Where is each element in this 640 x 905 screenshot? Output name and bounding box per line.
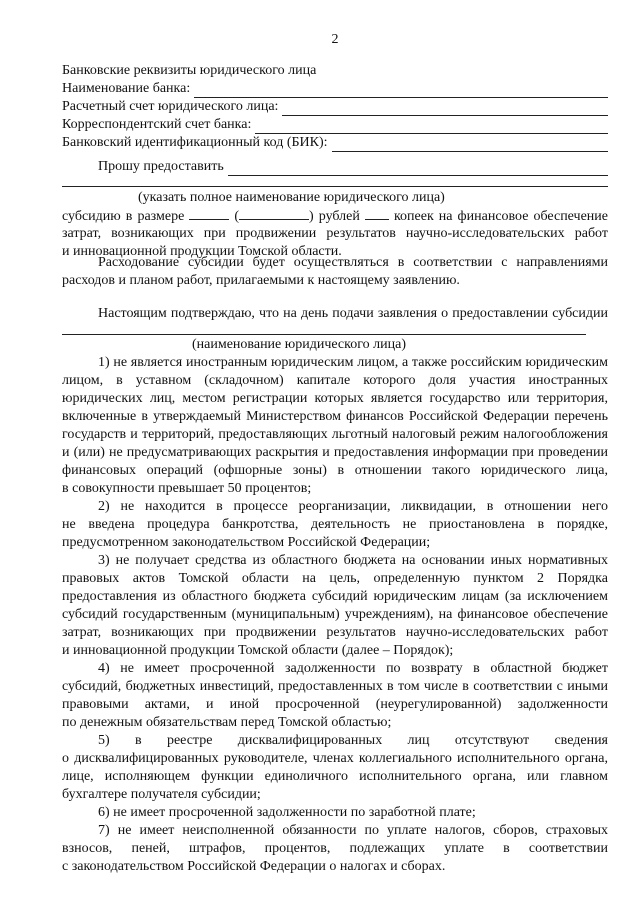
request-field (98, 158, 608, 176)
expenditure-text: Расходование субсидии будет осуществляться в соответствии с направлениями (98, 255, 608, 270)
bik-blank (332, 138, 608, 152)
account-label: Расчетный счет юридического лица: (62, 99, 279, 114)
confirm-lead: Настоящим подтверждаю, что на день подачи заявления о предоставлении субсидии (98, 306, 608, 321)
rubles-digits-blank (189, 207, 229, 220)
bank-name-field (62, 80, 608, 98)
account-field (62, 98, 608, 116)
entity-name-line (62, 186, 608, 187)
amount-line: субсидию в размере ( ) рублей копеек на финансовое обеспечение (62, 209, 609, 224)
bank-heading: Банковские реквизиты юридического лица (62, 63, 317, 78)
request-text: и инновационной продукции Томской области. (62, 244, 342, 259)
bank-name-blank (194, 84, 608, 98)
corr-account-field (62, 116, 608, 134)
account-blank (282, 102, 608, 116)
document-page: 2 Банковские реквизиты юридического лица Наименование банка: Расчетный счет юридического лица: Корреспондентский счет банка: Банковский идентификационный код (БИК): Прошу предоставить (указать полное наименование юридического лица) субсидию в размере ( ) рублей копеек на финансовое обеспечение затрат, возникающих при продвижении результатов научно-исследовательских работ и инновационной продукции Томской области. Расходование субсидии будет осуществляться в соответствии с направлениями расходов и планом работ, прилагаемыми к настоящему заявлению. Настоящим подтверждаю, что на день подачи заявления о предоставлении субсидии (наименование юридического лица) 1) не является иностранным юридическим лицом, а также российским юридическим лицом, в уставном (складочном) капитале которого доля участия иностранных юридических лиц, местом регистрации которых является государство или территория, включенные в утверждаемый Министерством финансов Российской Федерации перечень государств и территорий, предоставляющих льготный налоговый режим налогообложения и (или) не предусматривающих раскрытия и предоставления информации при проведении финансовых операций (офшорные зоны) в отношении такого юридического лица, в совокупности превышает 50 процентов; 2) не находится в процессе реорганизации, ликвидации, в отношении него не введена процедура банкротства, деятельность не приостановлена в порядке, предусмотренном законодательством Российской Федерации; 3) не получает средства из областного бюджета на основании иных нормативных правовых актов Томской области на цель, определенную пунктом 2 Порядка предоставления из областного бюджета субсидий юридическим лицам (за исключением субсидий государственным (муниципальным) учреждениям), на финансовое обеспечение затрат, возникающих при продвижении результатов научно-исследовательских работ и инновационной продукции Томской области (далее – Порядок); 4) не имеет просроченной задолженности по возврату в областной бюджет субсидий, бюджетных инвестиций, предоставленных в том числе в соответствии с иными правовыми актами, и иной просроченной (неурегулированной) задолженности по денежным обязательствам перед Томской областью; 5) в реестре дисквалифицированных лиц отсутствуют сведения о дисквалифицированных руководителе, членах коллегиального исполнительного органа, лице, исполняющем функции единоличного исполнительного органа, или главном бухгалтере получателя субсидии; 6) не имеет просроченной задолженности по заработной плате; 7) не имеет неисполненной обязанности по уплате налогов, сборов, страховых взносов, пеней, штрафов, процентов, подлежащих уплате в соответствии с законодательством Российской Федерации о налогах и сборах. (0, 0, 640, 905)
expenditure-text: расходов и планом работ, прилагаемыми к настоящему заявлению. (62, 273, 460, 288)
bik-field (62, 134, 608, 152)
page-number: 2 (331, 32, 339, 47)
request-blank (228, 162, 608, 176)
confirm-hint: (наименование юридического лица) (192, 337, 406, 352)
corr-account-blank (255, 120, 608, 134)
request-text: затрат, возникающих при продвижении результатов научно-исследовательских работ (62, 226, 608, 241)
rubles-words-blank (239, 207, 309, 220)
bank-name-label: Наименование банка: (62, 81, 191, 96)
corr-account-label: Корреспондентский счет банка: (62, 117, 252, 132)
entity-hint: (указать полное наименование юридического лица) (138, 190, 445, 205)
kopecks-blank (365, 207, 389, 220)
request-lead: Прошу предоставить (98, 159, 224, 174)
confirm-name-line (62, 334, 586, 335)
bik-label: Банковский идентификационный код (БИК): (62, 135, 328, 150)
